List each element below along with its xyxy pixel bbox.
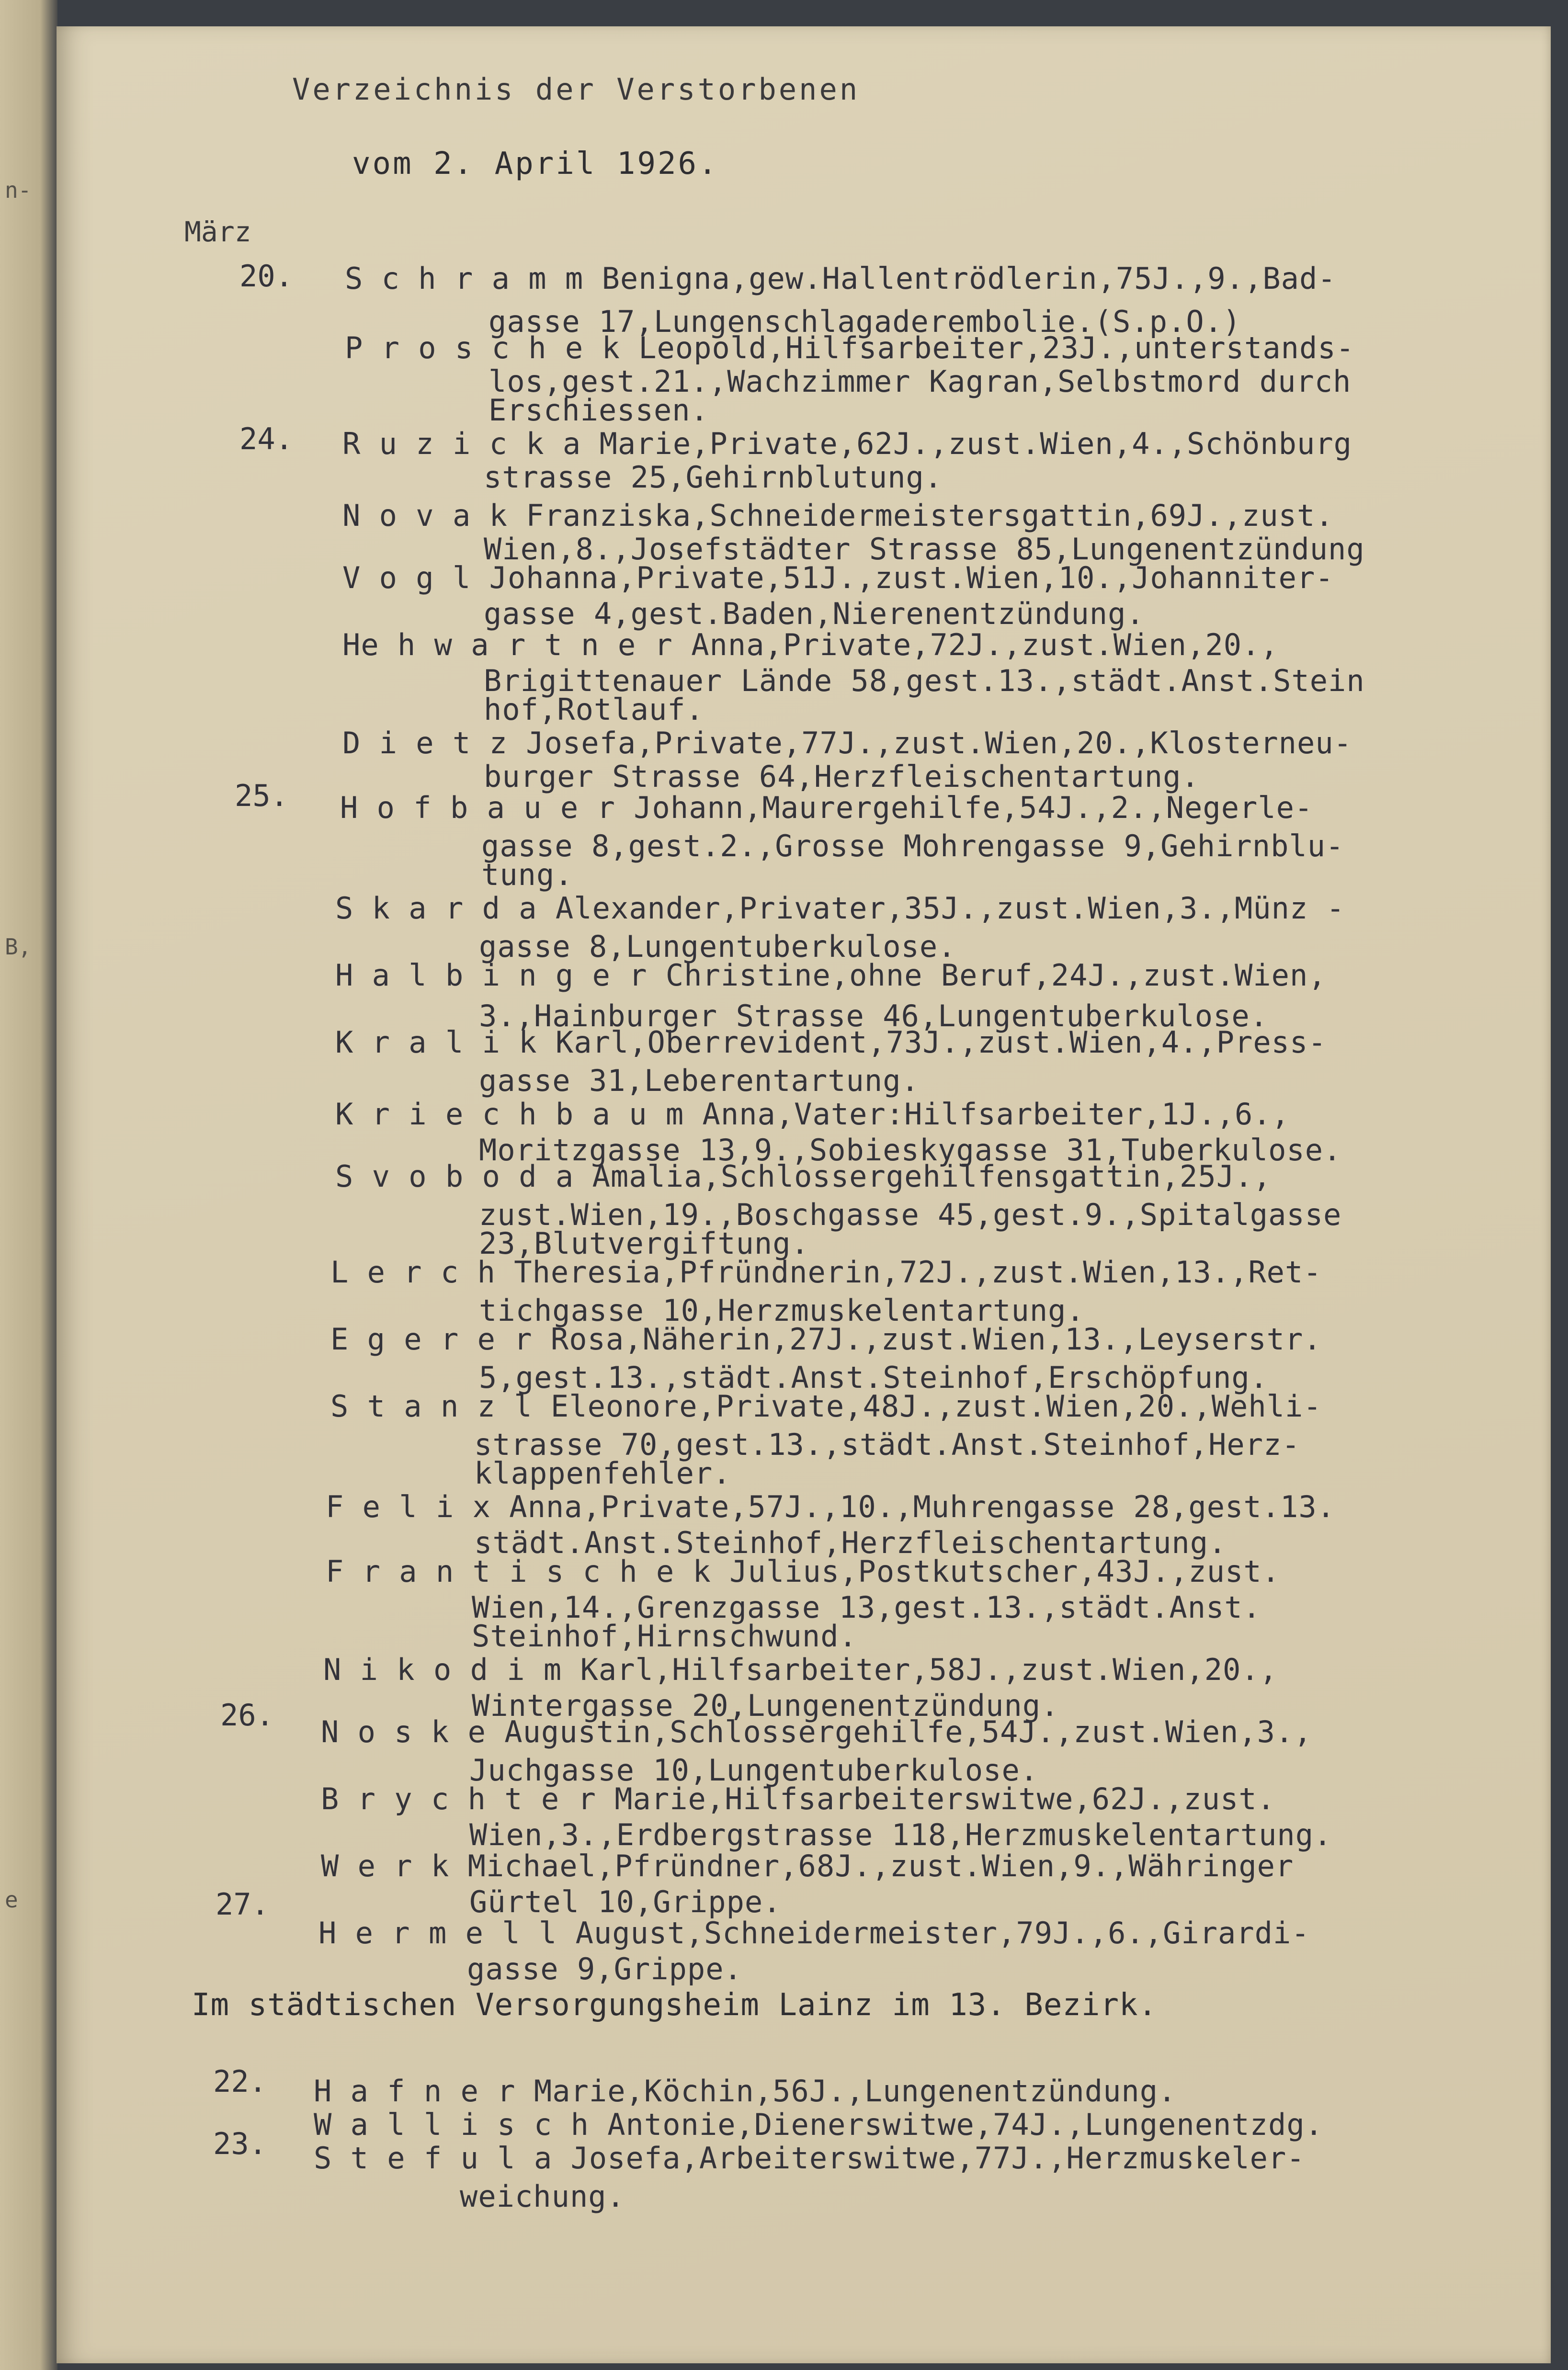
entry-line: H a f n e r Marie,Köchin,56J.,Lungenentzündung. — [314, 2074, 1177, 2109]
month-label: März — [184, 215, 251, 248]
entry-line: S t e f u l a Josefa,Arbeiterswitwe,77J.,Herzmuskeler- — [314, 2141, 1305, 2176]
entry-line: Brigittenauer Lände 58,gest.13.,städt.Anst.Stein — [484, 663, 1365, 698]
day-number: 25. — [235, 778, 288, 813]
entry-line: P r o s c h e k Leopold,Hilfsarbeiter,23J.,unterstands- — [345, 330, 1354, 365]
entry-line: S c h r a m m Benigna,gew.Hallentrödlerin,75J.,9.,Bad- — [345, 261, 1336, 296]
entry-line: gasse 31,Leberentartung. — [479, 1063, 920, 1098]
entry-line: W e r k Michael,Pfründner,68J.,zust.Wien,9.,Währinger — [321, 1848, 1294, 1883]
document-date: vom 2. April 1926. — [352, 146, 719, 181]
entry-line: hof,Rotlauf. — [484, 692, 704, 727]
entry-line: strasse 70,gest.13.,städt.Anst.Steinhof,Herz- — [474, 1427, 1300, 1462]
entry-line: tung. — [481, 857, 573, 892]
entry-line: 5,gest.13.,städt.Anst.Steinhof,Erschöpfung. — [479, 1360, 1269, 1395]
margin-mark: n- — [5, 177, 32, 203]
entry-line: H o f b a u e r Johann,Maurergehilfe,54J.,2.,Negerle- — [340, 790, 1313, 825]
entry-line: burger Strasse 64,Herzfleischentartung. — [484, 759, 1200, 794]
entry-line: klappenfehler. — [474, 1456, 731, 1491]
day-number: 27. — [216, 1887, 269, 1922]
day-number: 22. — [213, 2064, 267, 2099]
entry-line: Juchgasse 10,Lungentuberkulose. — [469, 1753, 1039, 1788]
entry-line: Moritzgasse 13,9.,Sobieskygasse 31,Tuberkulose. — [479, 1133, 1342, 1168]
day-number: 23. — [213, 2126, 267, 2161]
entry-line: Erschiessen. — [489, 393, 709, 428]
entry-line: Gürtel 10,Grippe. — [469, 1884, 782, 1919]
entry-line: N i k o d i m Karl,Hilfsarbeiter,58J.,zust.Wien,20., — [323, 1652, 1278, 1687]
entry-line: Wien,14.,Grenzgasse 13,gest.13.,städt.Anst. — [472, 1590, 1261, 1625]
entry-line: W a l l i s c h Antonie,Dienerswitwe,74J.,Lungenentzdg. — [314, 2107, 1323, 2142]
entry-line: K r i e c h b a u m Anna,Vater:Hilfsarbeiter,1J.,6., — [335, 1097, 1290, 1132]
entry-line: H e r m e l l August,Schneidermeister,79J.,6.,Girardi- — [318, 1916, 1310, 1950]
entry-line: S t a n z l Eleonore,Private,48J.,zust.Wien,20.,Wehli- — [330, 1389, 1322, 1424]
entry-line: N o v a k Franziska,Schneidermeistersgattin,69J.,zust. — [342, 498, 1334, 533]
entry-line: V o g l Johanna,Private,51J.,zust.Wien,10.,Johanniter- — [342, 560, 1334, 595]
entry-line: Steinhof,Hirnschwund. — [472, 1619, 857, 1654]
entry-line: Wien,3.,Erdbergstrasse 118,Herzmuskelentartung. — [469, 1817, 1332, 1852]
entry-line: R u z i c k a Marie,Private,62J.,zust.Wien,4.,Schönburg — [342, 426, 1352, 461]
entry-line: L e r c h Theresia,Pfründnerin,72J.,zust.Wien,13.,Ret- — [330, 1255, 1322, 1290]
entry-line: Wintergasse 20,Lungenentzündung. — [472, 1688, 1059, 1723]
entry-line: He h w a r t n e r Anna,Private,72J.,zust.Wien,20., — [342, 627, 1279, 662]
entry-line: städt.Anst.Steinhof,Herzfleischentartung. — [474, 1525, 1227, 1560]
entry-line: gasse 9,Grippe. — [467, 1951, 742, 1986]
entry-line: zust.Wien,19.,Boschgasse 45,gest.9.,Spitalgasse — [479, 1197, 1342, 1232]
entry-line: F e l i x Anna,Private,57J.,10.,Muhrengasse 28,gest.13. — [326, 1489, 1335, 1524]
section-heading: Im städtischen Versorgungsheim Lainz im 13. Bezirk. — [192, 1987, 1158, 2023]
entry-line: tichgasse 10,Herzmuskelentartung. — [479, 1293, 1085, 1328]
day-number: 20. — [239, 259, 293, 294]
entry-line: gasse 8,gest.2.,Grosse Mohrengasse 9,Gehirnblu- — [481, 828, 1344, 863]
entry-line: 23,Blutvergiftung. — [479, 1226, 809, 1261]
entry-line: strasse 25,Gehirnblutung. — [484, 460, 943, 495]
entry-line: gasse 4,gest.Baden,Nierenentzündung. — [484, 596, 1145, 631]
entry-line: gasse 17,Lungenschlagaderembolie.(S.p.O.) — [489, 304, 1241, 339]
margin-mark: B, — [5, 934, 32, 960]
entry-line: B r y c h t e r Marie,Hilfsarbeiterswitwe,62J.,zust. — [321, 1781, 1276, 1816]
entry-line: S k a r d a Alexander,Privater,35J.,zust.Wien,3.,Münz - — [335, 891, 1345, 926]
entry-line: F r a n t i s c h e k Julius,Postkutscher,43J.,zust. — [326, 1554, 1281, 1589]
entry-line: S v o b o d a Amalia,Schlossergehilfensgattin,25J., — [335, 1159, 1272, 1194]
entry-line: weichung. — [460, 2179, 625, 2214]
entry-line: los,gest.21.,Wachzimmer Kagran,Selbstmord durch — [489, 364, 1352, 399]
day-number: 26. — [220, 1698, 274, 1733]
entry-line: H a l b i n g e r Christine,ohne Beruf,24J.,zust.Wien, — [335, 958, 1327, 993]
entry-line: E g e r e r Rosa,Näherin,27J.,zust.Wien,13.,Leyserstr. — [330, 1322, 1322, 1357]
entry-line: N o s k e Augustin,Schlossergehilfe,54J.,zust.Wien,3., — [321, 1714, 1312, 1749]
entry-line: K r a l i k Karl,Oberrevident,73J.,zust.Wien,4.,Press- — [335, 1025, 1327, 1060]
entry-line: 3.,Hainburger Strasse 46,Lungentuberkulose. — [479, 998, 1269, 1033]
document-title: Verzeichnis der Verstorbenen — [292, 72, 860, 107]
entry-line: D i e t z Josefa,Private,77J.,zust.Wien,20.,Klosterneu- — [342, 726, 1352, 760]
entry-line: Wien,8.,Josefstädter Strasse 85,Lungenentzündung — [484, 532, 1365, 567]
day-number: 24. — [239, 421, 293, 456]
margin-mark: e — [5, 1887, 18, 1913]
entry-line: gasse 8,Lungentuberkulose. — [479, 929, 956, 964]
